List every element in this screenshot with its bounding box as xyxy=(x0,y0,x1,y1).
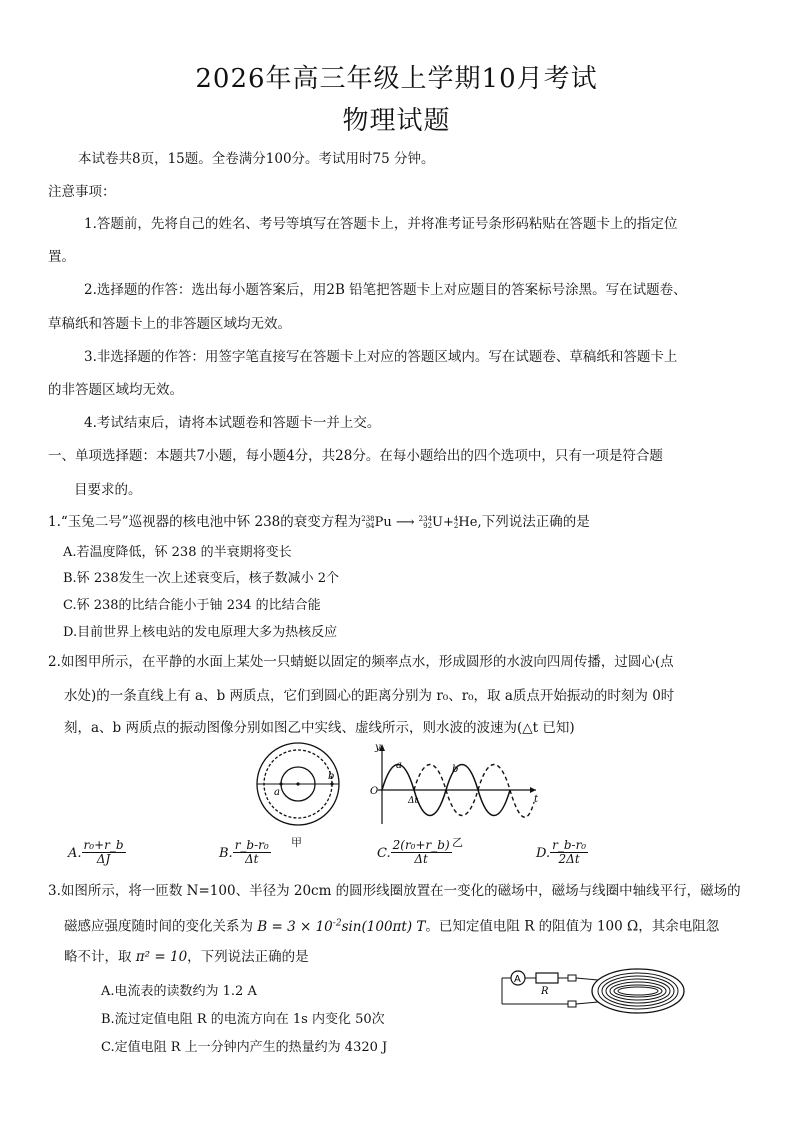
u-z: 92 xyxy=(423,521,433,530)
q2-option-b-den: Δt xyxy=(244,852,259,866)
q2-option-a xyxy=(68,839,126,866)
fig-yi-y-label: y xyxy=(375,742,381,753)
note-3a: 3.非选择题的作答：用签字笔直接写在答题卡上对应的答题区域内。写在试题卷、草稿纸和答题卡上 xyxy=(84,349,678,365)
q1-option-b: B.钚 238发生一次上述衰变后，核子数减小 2个 xyxy=(63,571,340,586)
exam-subject: 物理试题 xyxy=(342,106,451,136)
pu-symbol: Pu xyxy=(374,515,392,530)
q2-option-a-den: ΔJ xyxy=(96,852,111,866)
q2-option-d xyxy=(536,839,588,866)
q1-stem xyxy=(48,512,590,533)
figure-yi-vibration-graph xyxy=(368,742,543,832)
resistor-label: R xyxy=(541,986,549,997)
q3-pi-equation: π² = 10 xyxy=(135,949,188,965)
figure-jia-caption: 甲 xyxy=(291,836,302,849)
q2-option-d-num: r_b-r₀ xyxy=(552,838,587,852)
q1-stem-text: 1.“玉兔二号”巡视器的核电池中钚 238的衰变方程为 xyxy=(48,514,362,530)
plus: + xyxy=(443,515,454,530)
fig-jia-label-b: b xyxy=(328,771,335,782)
notes-heading: 注意事项： xyxy=(48,184,116,200)
fig-yi-origin: O xyxy=(370,786,379,797)
q2-option-b xyxy=(219,839,271,866)
q1-stem-text-2: ,下列说法正确的是 xyxy=(477,514,590,530)
arrow: ⟶ xyxy=(395,515,415,530)
q2-option-d-label: D. xyxy=(536,846,551,861)
fig-yi-delta-t: Δt xyxy=(408,796,419,806)
q2-stem-line1: 2.如图甲所示，在平静的水面上某处一只蜻蜓以固定的频率点水，形成圆形的水波向四周传播，过圆心(点 xyxy=(48,654,674,670)
q2-option-a-label: A. xyxy=(68,846,82,861)
fig-jia-label-a: a xyxy=(274,787,280,798)
note-4: 4.考试结束后，请将本试题卷和答题卡一并上交。 xyxy=(84,415,381,431)
q3-stem-line3-text: 略不计，取 xyxy=(64,949,132,965)
q2-option-c xyxy=(377,839,452,866)
figure-q3-circuit-coil xyxy=(498,966,688,1018)
q3-stem-line2 xyxy=(64,913,719,937)
q2-option-b-label: B. xyxy=(219,846,233,861)
q3-stem-line1: 3.如图所示，将一匝数 N=100、半径为 20cm 的圆形线圈放置在一变化的磁场中，磁场与线圈中轴线平行，磁场的 xyxy=(48,883,741,899)
he-symbol: He xyxy=(458,515,478,530)
q3-stem-line3 xyxy=(64,947,309,967)
q3-option-b: B.流过定值电阻 R 的电流方向在 1s 内变化 50次 xyxy=(101,1012,385,1027)
q2-option-c-label: C. xyxy=(377,846,391,861)
resistor-icon xyxy=(536,973,558,983)
q3-eq-exponent: -2 xyxy=(332,918,342,928)
u-mass: 234 xyxy=(418,514,433,523)
pu-z: 94 xyxy=(365,521,375,530)
q2-option-c-num: 2(r₀+r_b) xyxy=(392,838,450,852)
note-3b: 的非答题区域均无效。 xyxy=(48,382,183,398)
q2-option-a-num: r₀+r_b xyxy=(83,838,124,852)
fig-yi-label-b: b xyxy=(452,764,459,775)
q3-stem-line2-text: 磁感应强度随时间的变化关系为 xyxy=(64,918,253,935)
section-1-heading-cont: 目要求的。 xyxy=(74,482,142,498)
q3-stem-line2-text-2: 。已知定值电阻 R 的阻值为 100 Ω，其余电阻忽 xyxy=(425,918,720,935)
q3-eq-part2: sin(100πt) T xyxy=(341,918,426,935)
q3-option-c: C.定值电阻 R 上一分钟内产生的热量约为 4320 J xyxy=(101,1040,388,1055)
figure-jia-concentric-circles xyxy=(252,742,352,834)
u-symbol: U xyxy=(432,515,444,530)
he-mass: 4 xyxy=(453,514,459,523)
intro-text: 本试卷共8页，15题。全卷满分100分。考试用时75 分钟。 xyxy=(78,151,435,167)
q3-option-a: A.电流表的读数约为 1.2 A xyxy=(101,984,257,999)
q2-option-b-num: r_b-r₀ xyxy=(234,838,269,852)
note-1b: 置。 xyxy=(48,249,75,265)
he-z: 2 xyxy=(453,521,459,530)
q3-field-equation xyxy=(257,919,425,935)
q2-stem-line2: 水处)的一条直线上有 a、b 两质点，它们到圆心的距离分别为 r₀、r₀，取 a质点开始振动的时刻为 0时 xyxy=(64,688,675,704)
q2-stem-line3: 刻，a、b 两质点的振动图像分别如图乙中实线、虚线所示，则水波的波速为(△t 已知) xyxy=(64,720,575,736)
fig-yi-t-label: t xyxy=(534,794,539,805)
note-2a: 2.选择题的作答：选出每小题答案后，用2B 铅笔把答题卡上对应题目的答案标号涂黑。写在试题卷、 xyxy=(84,282,687,298)
q1-decay-equation xyxy=(361,515,477,530)
figure-yi-caption: 乙 xyxy=(452,836,463,849)
section-1-heading: 一、单项选择题：本题共7小题，每小题4分，共28分。在每小题给出的四个选项中，只有一项是符合题 xyxy=(48,448,663,464)
note-2b: 草稿纸和答题卡上的非答题区域均无效。 xyxy=(48,316,291,332)
note-1a: 1.答题前，先将自己的姓名、考号等填写在答题卡上，并将准考证号条形码粘贴在答题卡上的指定位 xyxy=(84,216,678,232)
pu-mass: 238 xyxy=(361,514,375,523)
fig-yi-label-a: a xyxy=(396,760,402,771)
q1-option-a: A.若温度降低，钚 238 的半衰期将变长 xyxy=(63,545,292,560)
ammeter-label: A xyxy=(514,974,521,985)
exam-title: 2026年高三年级上学期10月考试 xyxy=(195,64,598,94)
q3-eq-part1: B = 3 × 10 xyxy=(257,918,333,935)
q3-stem-line3-text-2: ，下列说法正确的是 xyxy=(187,949,309,965)
q2-option-c-den: Δt xyxy=(414,852,428,866)
q2-option-d-den: 2Δt xyxy=(558,852,580,866)
q1-option-d: D.目前世界上核电站的发电原理大多为热核反应 xyxy=(63,625,338,640)
q1-option-c: C.钚 238的比结合能小于铀 234 的比结合能 xyxy=(63,598,321,613)
